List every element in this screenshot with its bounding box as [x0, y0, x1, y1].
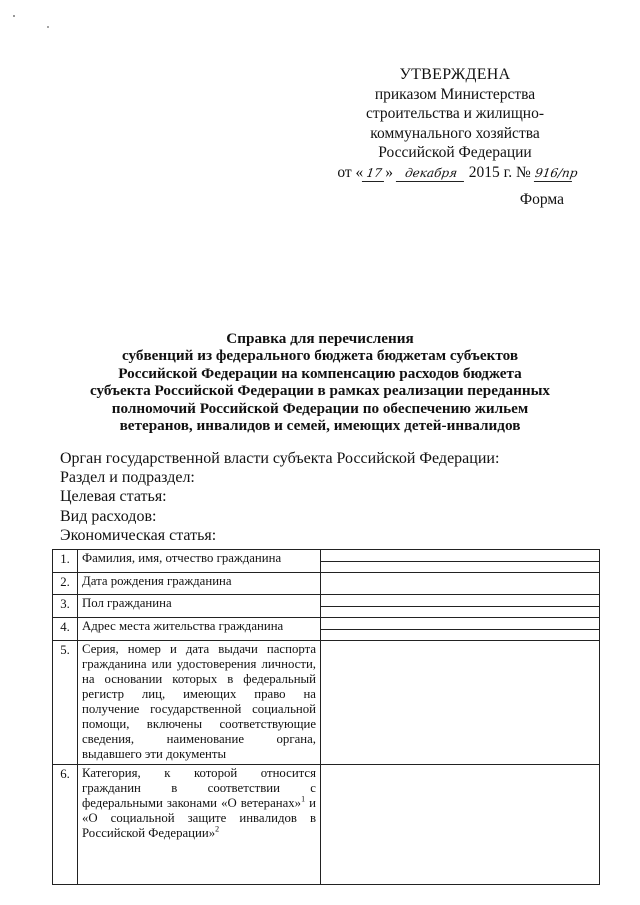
heading-line: Российской Федерации на компенсацию расходов бюджета [118, 364, 522, 382]
field-economic-article: Экономическая статья: [60, 526, 217, 544]
row-label-part: и «О социальной защите инвалидов в Российской Федерации» [82, 796, 316, 840]
date-prefix: от « [337, 163, 364, 181]
value-subcell [321, 561, 599, 573]
row-value-cell [321, 765, 600, 885]
row-value-cell [321, 550, 600, 573]
row-value-cell [321, 595, 600, 618]
approval-line: коммунального хозяйства [370, 124, 540, 142]
order-year: 2015 г. № [468, 163, 531, 181]
order-date-line [325, 163, 585, 183]
footnote-mark: 2 [215, 824, 220, 834]
field-target-article: Целевая статья: [60, 488, 167, 506]
field-section: Раздел и подраздел: [60, 469, 195, 487]
approval-block [325, 65, 585, 182]
date-mid: » [385, 163, 394, 181]
value-subcell [321, 550, 599, 561]
row-number: 1. [53, 550, 78, 573]
handwritten-day: 17 [362, 166, 386, 182]
heading-line: ветеранов, инвалидов и семей, имеющих детей-инвалидов [119, 417, 521, 435]
row-label: Фамилия, имя, отчество гражданина [78, 550, 321, 573]
row-number: 2. [53, 573, 78, 595]
heading-line: субвенций из федерального бюджета бюджетам субъектов [121, 347, 519, 365]
row-number: 6. [53, 765, 78, 885]
table-row [53, 595, 600, 618]
handwritten-month: декабря [396, 166, 466, 182]
field-authority: Орган государственной власти субъекта Российской Федерации: [60, 450, 500, 467]
value-subcell [321, 618, 599, 629]
approval-line: приказом Министерства [374, 85, 536, 103]
value-subcell [321, 595, 599, 606]
approval-line: строительства и жилищно- [366, 105, 544, 122]
row-value-cell [321, 573, 600, 595]
row-number: 5. [53, 641, 78, 765]
row-label [78, 765, 321, 885]
heading-line: полномочий Российской Федерации по обеспечению жильем [111, 399, 529, 417]
row-number: 3. [53, 595, 78, 618]
scan-speck [13, 15, 15, 17]
citizen-data-table [52, 549, 600, 885]
row-number: 4. [53, 618, 78, 641]
budget-fields [60, 449, 600, 545]
table-row [53, 573, 600, 595]
row-label: Серия, номер и дата выдачи паспорта гражданина или удостоверения личности, на основании которых в федеральный регистр лиц, имеющих право на получение государственной социальной помощи, включены соответствующие сведения, наименование органа, выдавшего эти документы [78, 641, 321, 765]
approval-title: УТВЕРЖДЕНА [399, 66, 511, 83]
heading-line: Справка для перечисления [226, 330, 414, 347]
form-label: Форма [519, 191, 564, 208]
value-subcell [321, 606, 599, 618]
table-row [53, 641, 600, 765]
document-heading [60, 330, 580, 434]
row-label-part: Категория, к которой относится гражданин в соответствии с федеральными законами «О ветеранах» [82, 766, 316, 810]
handwritten-order-number: 916/пр [533, 165, 579, 180]
row-label: Пол гражданина [78, 595, 321, 618]
table-row [53, 550, 600, 573]
heading-line: субъекта Российской Федерации в рамках реализации переданных [89, 382, 551, 400]
table-row [53, 618, 600, 641]
row-label: Дата рождения гражданина [78, 573, 321, 595]
table-row [53, 765, 600, 885]
approval-line: Российской Федерации [378, 144, 532, 161]
row-label: Адрес места жительства гражданина [78, 618, 321, 641]
footnote-mark: 1 [301, 794, 306, 804]
row-value-cell [321, 618, 600, 641]
field-expense-type: Вид расходов: [60, 507, 157, 525]
row-value-cell [321, 641, 600, 765]
scan-speck [47, 26, 49, 28]
value-subcell [321, 629, 599, 641]
